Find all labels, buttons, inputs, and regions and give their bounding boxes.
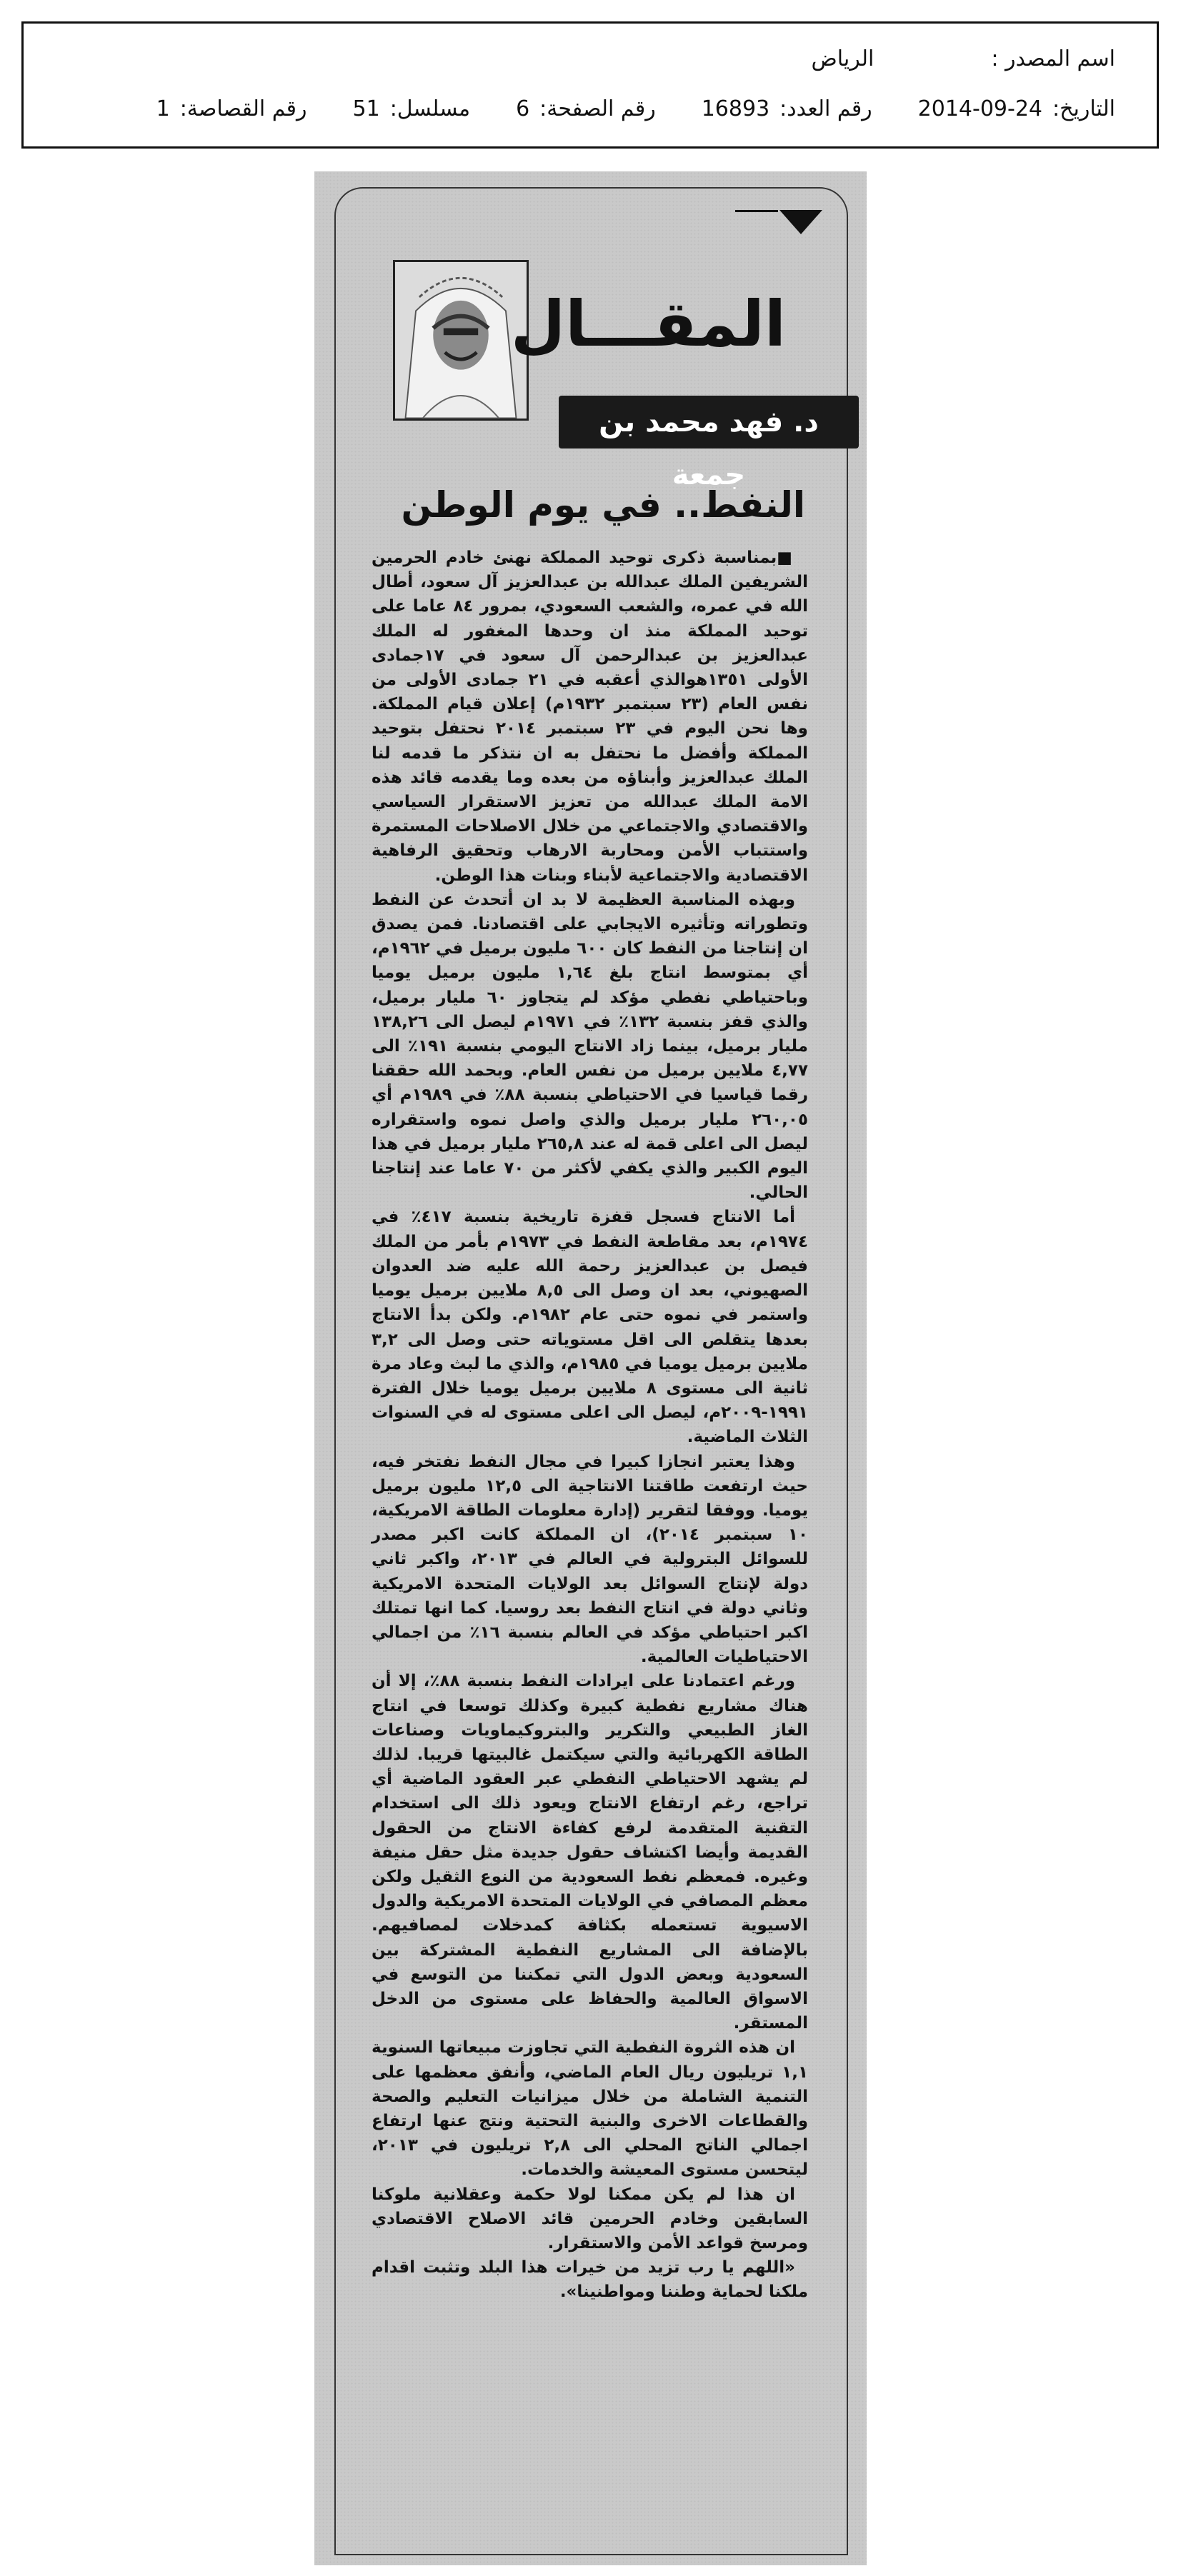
details-row [156, 95, 1115, 124]
date-field [918, 95, 1115, 124]
clip-number-label: رقم القصاصة: [179, 96, 307, 121]
article-paragraph: ورغم اعتمادنا على ايرادات النفط بنسبة ٨٨٪، إلا أن هناك مشاريع نفطية كبيرة وكذلك توسعا في انتاج الغاز الطبيعي والتكرير والبتروكيماويات وصناعات الطاقة الكهربائية والتي سيكتمل غالبيتها قريبا. لذلك لم يشهد الاحتياطي النفطي عبر العقود الماضية أي تراجع، رغم ارتفاع الانتاج ويعود ذلك الى استخدام التقنية المتقدمة لرفع كفاءة الانتاج من الحقول القديمة وأيضا اكتشاف حقول جديدة مثل حقل منيفة وغيره. فمعظم نفط السعودية من النوع الثقيل ولكن معظم المصافي في الولايات المتحدة الامريكية والدول الاسيوية تستعمله بكثافة كمدخلات لمصافيهم. بالإضافة الى المشاريع النفطية المشتركة بين السعودية وبعض الدول التي تمكننا من التوسع في الاسواق العالمية والحفاظ على مستوى من الدخل المستقر. [372, 1672, 808, 2033]
article-paragraph: وهذا يعتبر انجازا كبيرا في مجال النفط نفتخر فيه، حيث ارتفعت طاقتنا الانتاجية الى ١٢,٥ مليون برميل يوميا. ووفقا لتقرير (إدارة معلومات الطاقة الامريكية، ١٠ سبتمبر ٢٠١٤)، ان المملكة كانت اكبر مصدر للسوائل البترولية في العالم في ٢٠١٣، واكبر ثاني دولة لإنتاج السوائل بعد الولايات المتحدة الامريكية وثاني دولة في انتاج النفط بعد روسيا. كما انها تمتلك اكبر احتياطي مؤكد في العالم بنسبة ١٦٪ من اجمالي الاحتياطيات العالمية. [372, 1452, 809, 1667]
article-paragraph: أما الانتاج فسجل قفزة تاريخية بنسبة ٤١٧٪ في ١٩٧٤م، بعد مقاطعة النفط في ١٩٧٣م بأمر من الملك فيصل بن عبدالعزيز رحمة الله عليه ضد العدوان الصهيوني، بعد ان وصل الى ٨,٥ ملايين برميل يوميا واستمر في نموه حتى عام ١٩٨٢م. ولكن بدأ الانتاج بعدها يتقلص الى اقل مستوياته حتى وصل الى ٣,٢ ملايين برميل يوميا في ١٩٨٥م، والذي ما لبث وعاد مرة ثانية الى مستوى ٨ ملايين برميل يوميا خلال الفترة ١٩٩١-٢٠٠٩م، ليصل الى اعلى مستوى له في السنوات الثلاث الماضية. [372, 1208, 808, 1447]
page-value: 6 [516, 96, 530, 121]
author-portrait-image [395, 262, 527, 419]
triangle-marker-icon [779, 210, 822, 234]
source-field [981, 45, 1115, 74]
article-paragraph: ان هذه الثروة النفطية التي تجاوزت مبيعاتها السنوية ١,١ تريليون ريال العام الماضي، وأنفق معظمها على التنمية الشاملة من خلال ميزانيات التعليم والصحة والقطاعات الاخرى والبنية التحتية ونتج عنها ارتفاع اجمالي الناتج المحلي الى ٢,٨ تريليون في ٢٠١٣، ليتحسن مستوى المعيشة والخدمات. [372, 2038, 809, 2180]
article-headline: النفط.. في يوم الوطن [401, 484, 805, 526]
serial-field [353, 95, 471, 124]
issue-label: رقم العدد: [779, 96, 872, 121]
serial-value: 51 [352, 96, 380, 121]
article-paragraph: وبهذه المناسبة العظيمة لا بد ان أتحدث عن النفط وتطوراته وتأثيره الايجابي على اقتصادنا. فمن يصدق ان إنتاجنا من النفط كان ٦٠٠ مليون برميل في ١٩٦٢م، أي بمتوسط انتاج بلغ ١,٦٤ مليون برميل يوميا وباحتياطي نفطي مؤكد لم يتجاوز ٦٠ مليار برميل، والذي قفز بنسبة ١٣٢٪ في ١٩٧١م ليصل الى ١٣٨,٢٦ مليار برميل، بينما زاد الانتاج اليومي بنسبة ١٩١٪ الى ٤,٧٧ ملايين برميل من نفس العام. وبحمد الله حققنا رقما قياسيا في الاحتياطي بنسبة ٨٨٪ في ١٩٨٩م أي ٢٦٠,٠٥ مليار برميل والذي واصل نموه واستقراره ليصل الى اعلى قمة له عند ٢٦٥,٨ مليار برميل في هذا اليوم الكبير والذي يكفي لأكثر من ٧٠ عاما عند إنتاجنا الحالي. [372, 890, 809, 1203]
source-row [812, 45, 1115, 74]
issue-value: 16893 [701, 96, 770, 121]
author-photo [393, 260, 529, 421]
serial-label: مسلسل: [389, 96, 471, 121]
date-label: التاريخ: [1052, 96, 1115, 121]
source-value: الرياض [811, 46, 874, 71]
article-body [372, 546, 808, 2305]
newspaper-clipping [314, 171, 867, 2565]
clip-number-value: 1 [156, 96, 170, 121]
clipping-metadata-box [21, 21, 1159, 149]
article-paragraph: ■ بمناسبة ذكرى توحيد المملكة نهنئ خادم الحرمين الشريفين الملك عبدالله بن عبدالعزيز آل سعود، أطال الله في عمره، والشعب السعودي، بمرور ٨٤ عاما على توحيد المملكة منذ ان وحدها المغفور له الملك عبدالعزيز بن عبدالرحمن آل سعود في ١٧جمادى الأولى ١٣٥١هوالذي أعقبه في ٢١ جمادى الأولى من نفس العام (٢٣ سبتمبر ١٩٣٢م) إعلان قيام المملكة. وها نحن اليوم في ٢٣ سبتمبر ٢٠١٤ نحتفل بتوحيد المملكة وأفضل ما نحتفل به ان نتذكر ما قدمه لنا الملك عبدالعزيز وأبناؤه من بعده وما يقدمه قائد هذه الامة الملك عبدالله من تعزيز الاستقرار السياسي والاقتصادي والاجتماعي من خلال الاصلاحات المستمرة واستتباب الأمن ومحاربة الارهاب وتحقيق الرفاهية الاقتصادية والاجتماعية لأبناء وبنات هذا الوطن. [372, 546, 808, 888]
column-title: المقـــال [510, 287, 786, 361]
clipping-frame [334, 187, 848, 2555]
date-value: 2014-09-24 [917, 96, 1043, 121]
source-value-field [812, 45, 874, 74]
article-paragraph: ان هذا لم يكن ممكنا لولا حكمة وعقلانية ملوكنا السابقين وخادم الحرمين قائد الاصلاح الاقتصادي ومرسخ قواعد الأمن والاستقرار. [372, 2185, 808, 2253]
clip-number-field [156, 95, 307, 124]
source-label: اسم المصدر : [991, 46, 1115, 71]
corner-rule [735, 210, 778, 212]
article-paragraph: «اللهم يا رب تزيد من خيرات هذا البلد وتثبت اقدام ملكنا لحماية وطننا ومواطنينا». [372, 2258, 808, 2302]
issue-field [702, 95, 872, 124]
page-label: رقم الصفحة: [539, 96, 656, 121]
author-byline: د. فهد محمد بن جمعة [559, 396, 859, 448]
page-field [516, 95, 656, 124]
